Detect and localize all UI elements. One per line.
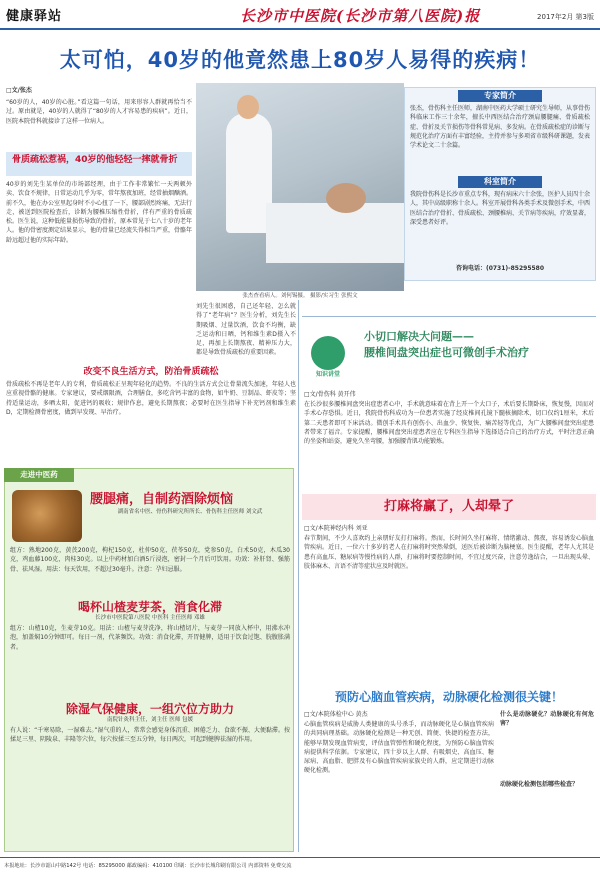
consult-phone: 咨询电话：(0731)-85295580	[455, 265, 545, 272]
main-byline: □文/张杰	[6, 87, 32, 94]
stroke-byline: □文/本院体检中心 黄杰	[304, 711, 368, 718]
knowledge-badge	[307, 336, 349, 386]
hospital-bed	[266, 203, 404, 263]
page-footer: 本报地址：长沙市韶山中路142号 电话：85295000 邮政编码：410100 印刷：长沙市长城印刷有限公司 内部资料 免费交流	[0, 857, 600, 875]
medicine-title-3: 除湿气保健康，一组穴位方助力	[65, 702, 234, 716]
expert-tab: 专家简介	[458, 90, 542, 102]
knowledge-byline: □文/骨伤科 黄开伟	[304, 391, 356, 398]
section-tag: 健康驿站	[6, 9, 63, 24]
main-subhead-2: 改变不良生活方式，防治骨质疏松	[83, 367, 219, 377]
knowledge-text: 在长沙很多腰椎间盘突出症患者心中，手术就意味着在背上开一个大口子，术后要长期卧床，恢复慢，因而对手术心存恐惧。近日，我院骨伤科成功为一位患者实施了经皮椎间孔镜下髓核摘除术，切口仅约1厘米，术后第二天患者即可下床活动。微创手术具有创伤小、出血少、恢复快、痛苦轻等优点，为广大腰椎间盘突出症患者带来了福音。专家提醒，腰椎间盘突出症患者应在专科医生指导下选择适合自己的治疗方式，平时注意正确的坐姿和站姿，避免久坐弯腰，加强腰背肌功能锻炼。	[304, 401, 594, 446]
department-tab: 科室简介	[458, 176, 542, 188]
herb-wine-image	[12, 490, 82, 542]
mahjong-title: 打麻将赢了，人却晕了	[383, 499, 514, 514]
lamp-icon	[311, 336, 345, 370]
issue-info: 2017年2月 第3版	[537, 13, 594, 21]
main-lede: “60岁的人，40岁的心脏。”看这篇一句话，用来形容人群就再恰当不过。原由就是，40岁的人就得了“80岁的人才容易患的疾病”。近日，医院本院骨科就接诊了这样一位病人。	[6, 99, 192, 125]
main-para-2: 刘先生很困惑，自己还年轻，怎么就得了“老年病”？医生分析，刘先生长期吸烟、过量饮酒，饮食不均衡，缺乏运动和日晒，钙和维生素D摄入不足，再加上长期熬夜、精神压力大，都是导致骨质疏松的重要因素。	[196, 303, 296, 357]
main-subhead-1: 骨质疏松惹祸，40岁的他轻轻一摔就骨折	[6, 152, 192, 176]
stroke-title: 预防心脑血管疾病，动脉硬化检测很关键！	[334, 690, 563, 704]
knowledge-title-1: 小切口解决大问题——	[364, 330, 474, 343]
photo-caption: 张杰查看病人。刘何锡摄。 摄影/实习生 张熙文	[242, 293, 358, 299]
department-text: 我院骨伤科是长沙市重点专科，现有病床六十余张，医护人员四十余人，其中高级职称十余人。科室开展骨科各类手术及微创手术，中西医结合治疗骨折、骨质疏松、颈腰椎病、关节病等疾病，疗效显著，深受患者好评。	[410, 191, 590, 226]
mahjong-text: 春节期间，不少人喜欢约上亲朋好友打打麻将。然而，长时间久坐打麻将、情绪激动、熬夜，容易诱发心脑血管疾病。近日，一位六十多岁的老人在打麻将时突然晕倒，送医后被诊断为脑梗塞。医生提醒，老年人尤其是患有高血压、糖尿病等慢性病的人群，打麻将时要控制时间，不宜过度兴奋，注意劳逸结合，一旦出现头晕、肢体麻木、言语不清等症状应及时就医。	[304, 535, 594, 570]
section-divider	[302, 316, 596, 317]
patient-figure	[326, 183, 366, 213]
medicine-text-2: 组方：山楂10克，生麦芽10克。用法：山楂与麦芽洗净，将山楂切片，与麦芽一同放入杯中，用沸水冲泡，加盖焖10分钟即可。每日一剂，代茶频饮。功效：消食化滞，开胃健脾，适用于饮食过饱、脘腹胀满者。	[10, 625, 290, 651]
column-divider	[298, 300, 299, 852]
medicine-text-1: 组方：熟地200克，黄芪200克，枸杞150克，杜仲50克，茯苓50克，党参50克，白术50克，木瓜30克，鸡血藤100克，肉桂30克。以上中药材加白酒5斤浸泡，密封一个月后可饮用。功效：补肝肾、强筋骨、祛风湿。用法：每天饮用，不超过30毫升。注意：孕妇忌服。	[10, 547, 290, 573]
medicine-sub-3: 南院针灸科主任，刘主任 医师 包媛	[107, 717, 193, 723]
medicine-text-3: 有人说：“千寒易除，一湿难去。”湿气重的人，常常会感觉身体沉重、困倦乏力、食欲不振、大便黏滞。按揉足三里、阴陵泉、丰隆等穴位，每穴按揉三至五分钟，每日两次，可起到健脾祛湿的作用。	[10, 727, 290, 744]
medicine-sub-2: 长沙市中医院第八医院 中医科 主任医师 邓雄	[95, 615, 205, 621]
mahjong-byline: □文/本院神经内科 刘亚	[304, 525, 368, 532]
doctor-patient-photo	[196, 83, 404, 291]
main-headline: 太可怕，40岁的他竟然患上80岁人易得的疾病！	[59, 48, 541, 72]
expert-text: 张杰，骨伤科主任医师，湖南中医药大学硕士研究生导师，从事骨伤科临床工作三十余年，擅长中西医结合治疗颈肩腰腿痛、骨质疏松症、骨折及关节损伤等骨科常见病、多发病。在骨质疏松症的诊断与规范化治疗方面有丰富经验，主持并参与多项省市级科研课题，发表学术论文二十余篇。	[410, 105, 590, 150]
main-para-3: 骨质疏松不再是老年人的专利，骨质疏松正呈现年轻化的趋势。不良的生活方式会让骨量流失加速，年轻人也应重视骨骼的健康。专家建议，要戒烟限酒，合理膳食，多吃含钙丰富的食物，如牛奶、豆制品、虾皮等；坚持适量运动，多晒太阳，促进钙的吸收；规律作息，避免长期熬夜；必要时在医生指导下补充钙剂和维生素D，定期检测骨密度，做到早发现、早治疗。	[6, 381, 296, 416]
medicine-title-2: 喝杯山楂麦芽茶，消食化滞	[77, 600, 222, 614]
medicine-sub-1: 湖南省名中医、骨伤科研究所所长、骨伤科主任医师 刘文武	[117, 509, 263, 515]
doctor-head	[237, 95, 259, 119]
main-para-1: 40岁的刘先生某单位的市场部经理，由于工作非常繁忙一天两顿外卖、饮食不规律，日常运动几乎为零，常年熬夜加班，经常抽烟酗酒。前不久，他在办公室里起身时不小心扭了一下，腰部剧烈疼痛，无法行走，被送到医院检查后，诊断为腰椎压缩性骨折，伴有严重的骨质疏松。医生说，这种低能量损伤导致的骨折，原本常见于七八十岁的老年人。他的骨密度测定结果显示，他的骨量已经流失得相当严重，骨骼年龄远超过他的实际年龄。	[6, 181, 192, 244]
stroke-qa-title-1: 什么是动脉硬化？动脉硬化有何危害？	[500, 711, 594, 728]
mahjong-heading-bar	[302, 494, 596, 520]
page-header	[0, 0, 600, 30]
stroke-text: 心脑血管疾病是威胁人类健康的头号杀手，而动脉硬化是心脑血管疾病的共同病理基础。动脉硬化检测是一种无创、简便、快捷的检查方法，能够早期发现血管病变，评估血管弹性和硬化程度，为预防心脑血管疾病提供科学依据。专家建议，四十岁以上人群、有吸烟史、高血压、糖尿病、高血脂、肥胖及有心脑血管疾病家族史的人群，应定期进行动脉硬化检测。	[304, 721, 494, 775]
knowledge-badge-label: 知识讲堂	[315, 371, 340, 378]
newspaper-brand: 长沙市中医院(长沙市第八医院)报	[240, 7, 481, 25]
medicine-title-1: 腰腿痛，自制药酒除烦恼	[90, 492, 234, 507]
medicine-tab: 走进中医药	[4, 468, 74, 482]
stroke-qa-title-2: 动脉硬化检测包括哪些检查？	[500, 781, 579, 788]
knowledge-title-2: 腰椎间盘突出症也可微创手术治疗	[364, 346, 529, 359]
